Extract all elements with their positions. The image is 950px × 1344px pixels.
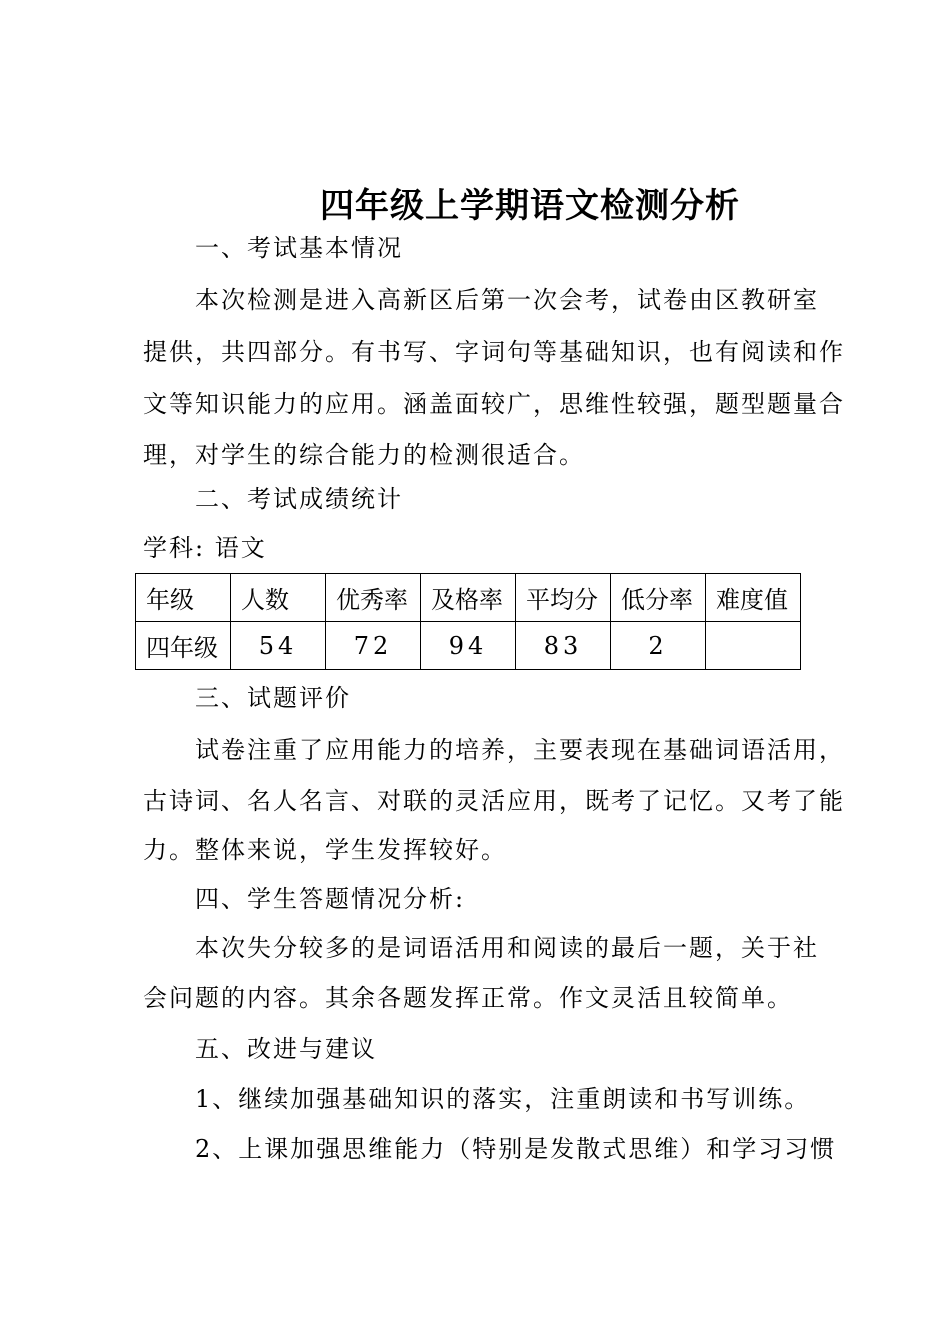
section1-line: 文等知识能力的应用。涵盖面较广，思维性较强，题型题量合 [143, 390, 845, 418]
section2-heading: 二、考试成绩统计 [195, 485, 403, 513]
header-cell-pass-rate: 及格率 [421, 574, 516, 622]
subject-line: 学科: 语文 [143, 534, 267, 562]
stats-table [135, 573, 801, 670]
stats-header-row [136, 574, 801, 622]
cell-grade: 四年级 [136, 622, 231, 670]
section5-heading: 五、改进与建议 [195, 1035, 377, 1063]
cell-low-rate: 2 [611, 622, 706, 670]
header-cell-excellent-rate: 优秀率 [326, 574, 421, 622]
section3-line: 力。整体来说，学生发挥较好。 [143, 836, 507, 864]
cell-count: 54 [231, 622, 326, 670]
stats-data-row [136, 622, 801, 670]
section4-heading: 四、学生答题情况分析: [195, 885, 466, 913]
section3-heading: 三、试题评价 [195, 684, 351, 712]
header-cell-grade: 年级 [136, 574, 231, 622]
section1-line: 提供，共四部分。有书写、字词句等基础知识，也有阅读和作 [143, 338, 845, 366]
section4-line: 本次失分较多的是词语活用和阅读的最后一题，关于社 [195, 934, 819, 962]
section1-heading: 一、考试基本情况 [195, 234, 403, 262]
cell-average: 83 [516, 622, 611, 670]
section5-item: 2、上课加强思维能力（特别是发散式思维）和学习习惯 [195, 1135, 837, 1163]
cell-excellent-rate: 72 [326, 622, 421, 670]
section5-item: 1、继续加强基础知识的落实，注重朗读和书写训练。 [195, 1085, 811, 1113]
cell-difficulty [706, 622, 801, 670]
header-cell-low-rate: 低分率 [611, 574, 706, 622]
document-title: 四年级上学期语文检测分析 [320, 186, 740, 226]
section1-line: 本次检测是进入高新区后第一次会考，试卷由区教研室 [195, 286, 819, 314]
section1-line: 理，对学生的综合能力的检测很适合。 [143, 441, 585, 469]
cell-pass-rate: 94 [421, 622, 516, 670]
header-cell-average: 平均分 [516, 574, 611, 622]
section3-line: 试卷注重了应用能力的培养，主要表现在基础词语活用， [195, 736, 845, 764]
section4-line: 会问题的内容。其余各题发挥正常。作文灵活且较简单。 [143, 984, 793, 1012]
header-cell-difficulty: 难度值 [706, 574, 801, 622]
header-cell-count: 人数 [231, 574, 326, 622]
section3-line: 古诗词、名人名言、对联的灵活应用，既考了记忆。又考了能 [143, 787, 845, 815]
